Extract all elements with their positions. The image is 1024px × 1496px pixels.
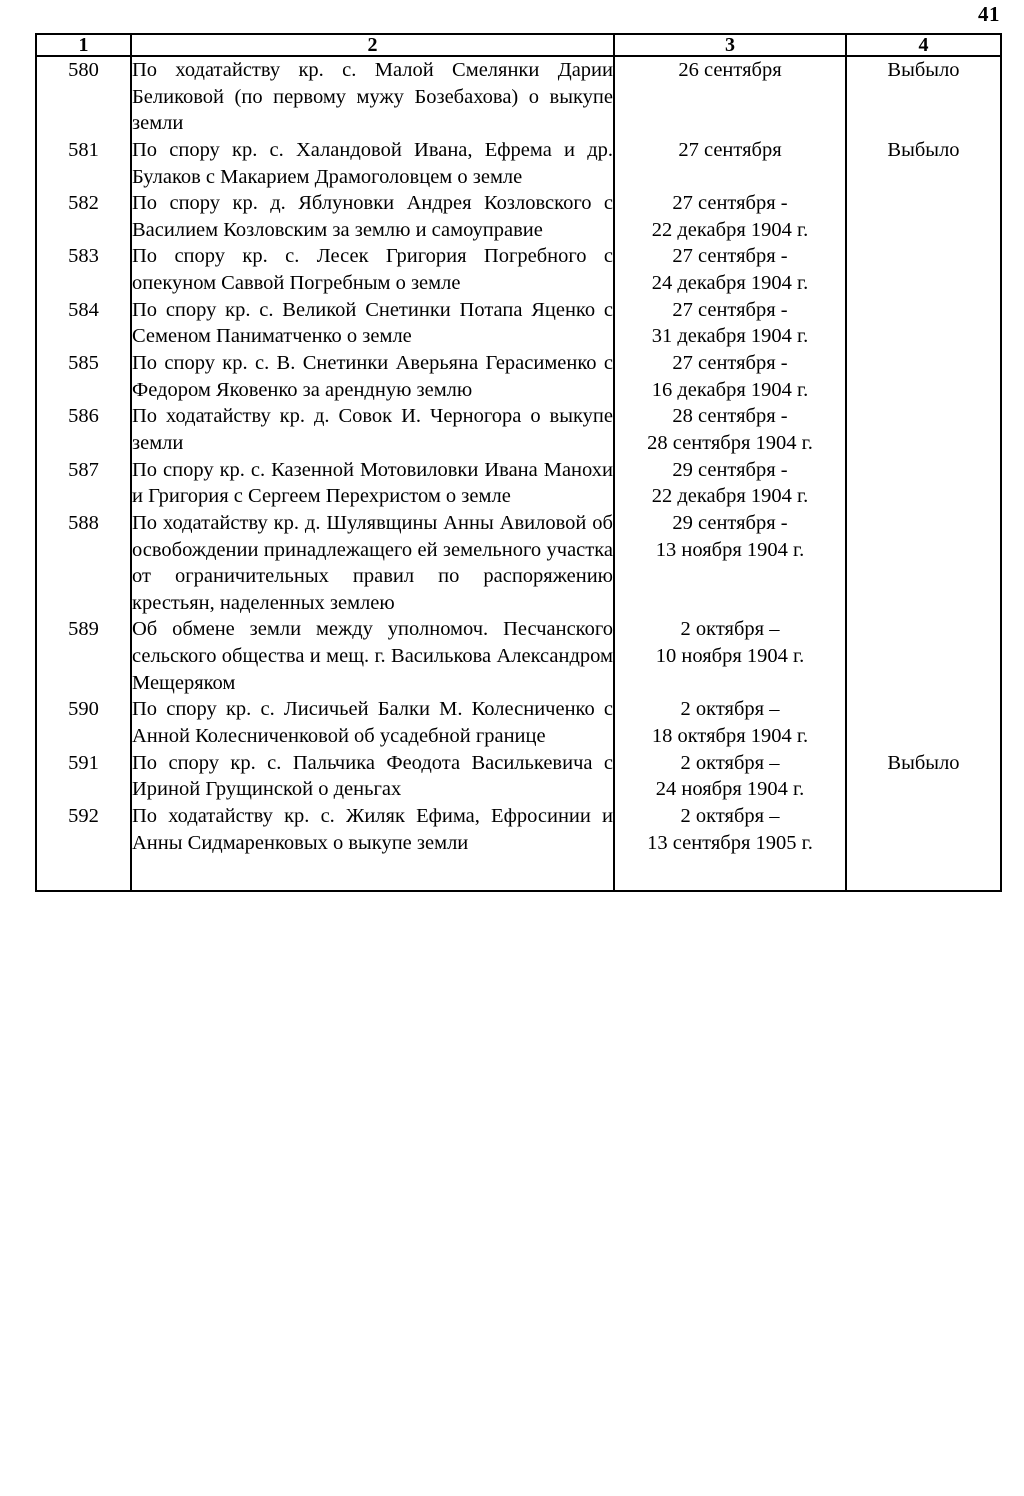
table-row [36, 696, 1001, 749]
table-tail-cell [131, 856, 614, 891]
table-header-row [36, 34, 1001, 56]
table-row [36, 190, 1001, 243]
record-number: 581 [36, 137, 131, 190]
record-date-line: 13 ноября 1904 г. [655, 538, 805, 561]
record-date-line: 13 сентября 1905 г. [647, 831, 813, 854]
record-subject: По ходатайству кр. с. Жиляк Ефима, Ефросинии и Анны Сидмаренковых о выкупе земли [131, 803, 614, 856]
record-status [846, 616, 1001, 696]
record-status [846, 350, 1001, 403]
record-number: 591 [36, 750, 131, 803]
record-status: Выбыло [846, 750, 1001, 803]
table-body [36, 56, 1001, 891]
record-number: 590 [36, 696, 131, 749]
record-date-line: 27 сентября - [672, 298, 788, 321]
table-tail-cell [846, 856, 1001, 891]
record-subject: По спору кр. с. Пальчика Феодота Василькевича с Ириной Грущинской о деньгах [131, 750, 614, 803]
record-dates [614, 190, 846, 243]
record-number: 582 [36, 190, 131, 243]
record-date-line: 2 октября – [680, 751, 780, 774]
record-dates [614, 350, 846, 403]
record-status [846, 457, 1001, 510]
record-dates [614, 803, 846, 856]
record-subject: По спору кр. с. Казенной Мотовиловки Ивана Манохи и Григория с Сергеем Перехристом о земле [131, 457, 614, 510]
record-subject: Об обмене земли между уполномоч. Песчанского сельского общества и мещ. г. Василькова Александром Мещеряком [131, 616, 614, 696]
record-date-line: 2 октября – [680, 698, 780, 721]
column-header-2: 2 [131, 34, 614, 56]
page-number: 41 [978, 2, 1000, 26]
record-number: 587 [36, 457, 131, 510]
record-subject: По ходатайству кр. д. Совок И. Черногора о выкупе земли [131, 403, 614, 456]
record-status [846, 510, 1001, 617]
column-header-4: 4 [846, 34, 1001, 56]
record-dates [614, 56, 846, 137]
record-dates [614, 403, 846, 456]
record-subject: По спору кр. с. Лисичьей Балки М. Колесниченко с Анной Колесниченковой об усадебной границе [131, 696, 614, 749]
table-row [36, 457, 1001, 510]
column-header-3: 3 [614, 34, 846, 56]
record-date-line: 27 сентября [678, 138, 782, 161]
register-table-container [35, 33, 1000, 892]
record-status [846, 696, 1001, 749]
record-status [846, 190, 1001, 243]
record-date-line: 10 ноября 1904 г. [655, 645, 805, 668]
record-date-line: 24 ноября 1904 г. [655, 778, 805, 801]
record-dates [614, 750, 846, 803]
column-header-1: 1 [36, 34, 131, 56]
record-date-line: 28 сентября 1904 г. [647, 431, 813, 454]
record-number: 583 [36, 243, 131, 296]
record-dates [614, 696, 846, 749]
record-date-line: 29 сентября - [672, 458, 788, 481]
table-row [36, 510, 1001, 617]
record-subject: По спору кр. с. В. Снетинки Аверьяна Герасименко с Федором Яковенко за арендную землю [131, 350, 614, 403]
record-date-line: 28 сентября - [672, 405, 788, 428]
table-row [36, 616, 1001, 696]
record-date-line: 26 сентября [678, 59, 782, 81]
table-tail-cell [614, 856, 846, 891]
record-subject: По спору кр. с. Великой Снетинки Потапа Яценко с Семеном Паниматченко о земле [131, 297, 614, 350]
record-subject: По ходатайству кр. д. Шулявщины Анны Авиловой об освобождении принадлежащего ей земельного участка от ограничительных правил по распоряжению крестьян, наделенных землею [131, 510, 614, 617]
record-dates [614, 297, 846, 350]
table-tail-row [36, 856, 1001, 891]
record-number: 589 [36, 616, 131, 696]
table-row [36, 403, 1001, 456]
record-date-line: 2 октября – [680, 618, 780, 641]
record-status [846, 243, 1001, 296]
record-subject: По спору кр. с. Халандовой Ивана, Ефрема и др. Булаков с Макарием Драмоголовцем о земле [131, 137, 614, 190]
record-number: 584 [36, 297, 131, 350]
record-dates [614, 137, 846, 190]
record-dates [614, 243, 846, 296]
record-dates [614, 457, 846, 510]
record-subject: По спору кр. с. Лесек Григория Погребного с опекуном Саввой Погребным о земле [131, 243, 614, 296]
record-number: 588 [36, 510, 131, 617]
record-date-line: 27 сентября - [672, 352, 788, 375]
record-dates [614, 616, 846, 696]
record-date-line: 22 декабря 1904 г. [651, 485, 809, 508]
record-subject: По спору кр. д. Яблуновки Андрея Козловского с Василием Козловским за землю и самоуправие [131, 190, 614, 243]
table-header [36, 34, 1001, 56]
record-date-line: 18 октября 1904 г. [651, 725, 809, 748]
record-number: 592 [36, 803, 131, 856]
table-row [36, 297, 1001, 350]
table-row [36, 137, 1001, 190]
table-row [36, 350, 1001, 403]
record-number: 585 [36, 350, 131, 403]
record-date-line: 31 декабря 1904 г. [651, 325, 809, 348]
record-number: 580 [36, 56, 131, 137]
record-status [846, 403, 1001, 456]
record-date-line: 29 сентября - [672, 511, 788, 534]
record-number: 586 [36, 403, 131, 456]
record-date-line: 16 декабря 1904 г. [651, 378, 809, 401]
register-table [35, 33, 1002, 892]
record-date-line: 27 сентября - [672, 192, 788, 215]
table-row [36, 56, 1001, 137]
table-row [36, 243, 1001, 296]
record-status [846, 803, 1001, 856]
record-date-line: 2 октября – [680, 804, 780, 827]
record-date-line: 22 декабря 1904 г. [651, 218, 809, 241]
record-status [846, 297, 1001, 350]
record-dates [614, 510, 846, 617]
table-tail-cell [36, 856, 131, 891]
record-date-line: 27 сентября - [672, 245, 788, 268]
record-status: Выбыло [846, 56, 1001, 137]
record-date-line: 24 декабря 1904 г. [651, 272, 809, 295]
table-row [36, 803, 1001, 856]
record-status: Выбыло [846, 137, 1001, 190]
record-subject: По ходатайству кр. с. Малой Смелянки Дарии Беликовой (по первому мужу Бозебахова) о выкупе земли [131, 56, 614, 137]
table-row [36, 750, 1001, 803]
